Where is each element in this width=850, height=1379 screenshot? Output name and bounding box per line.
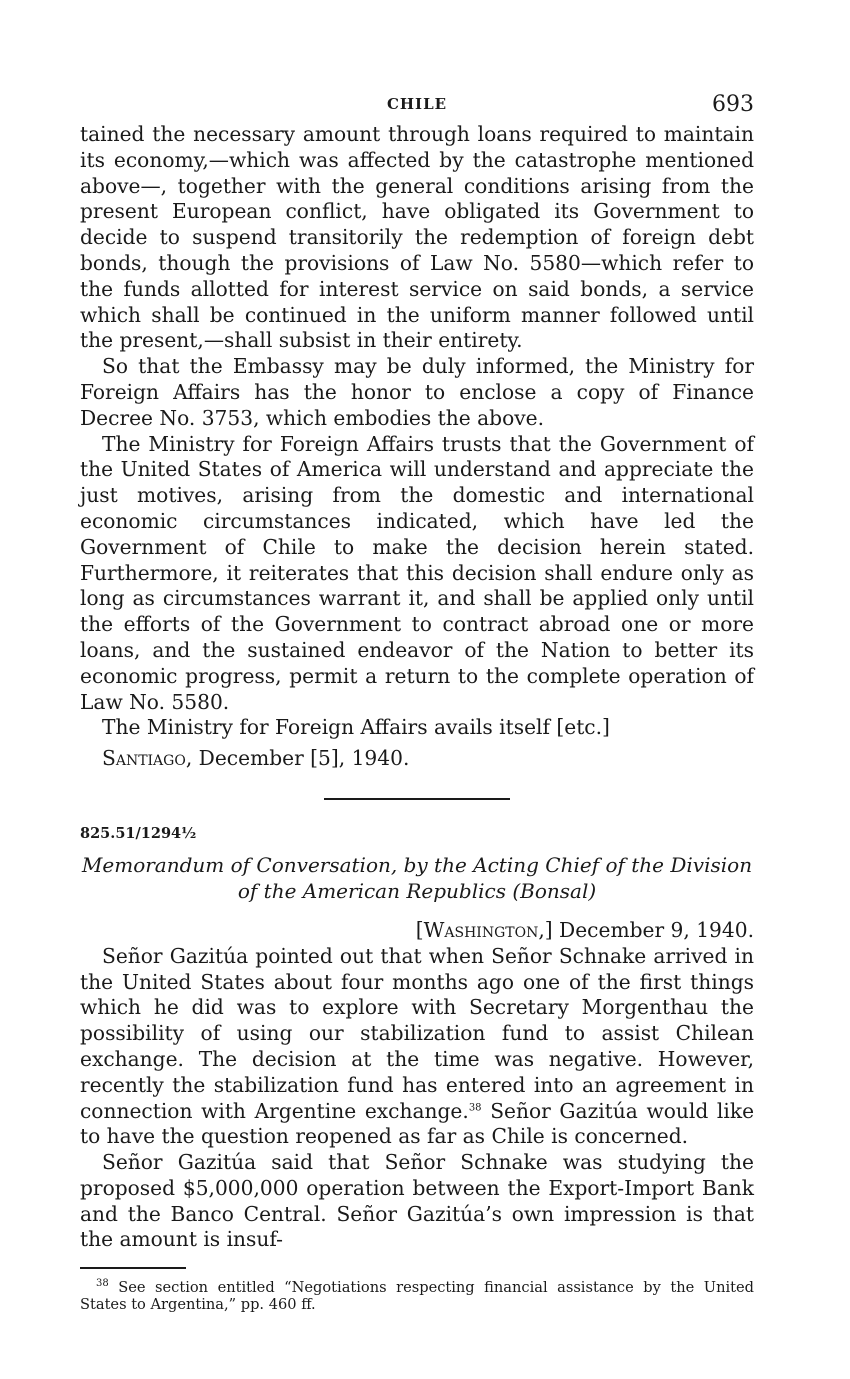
signoff-place: Santiago [102, 746, 186, 771]
file-number: 825.51/1294½ [80, 824, 197, 842]
page-number: 693 [712, 92, 754, 117]
memo-title: Memorandum of Conversation, by the Acting Chief of the Division of the American Republics (Bonsal) [81, 852, 753, 903]
memo-paragraph-2: Señor Gazitúa said that Señor Schnake was studying the proposed $5,000,000 operation between the Export-Import Bank and the Banco Central. Señor Gazitúa’s own impression is that the amount is insuf- [80, 1150, 754, 1252]
dateline-open: [ [415, 917, 424, 942]
memo-paragraph-1-text: Señor Gazitúa pointed out that when Señor Schnake arrived in the United States about four months ago one of the first things which he did was to explore with Secretary Morgenthau the possibility of using our stabilization fund to assist Chilean exchange. The decision at the time was negative. However, recently the stabilization fund has entered into an agreement in connection with Argentine exchange. [80, 943, 754, 1123]
footnote-marker: 38 [96, 1277, 109, 1289]
footnote-divider [80, 1267, 186, 1269]
footnote-text: See section entitled “Negotiations respecting financial assistance by the United States to Argentina,” pp. 460 ff. [80, 1278, 754, 1313]
note-body [80, 122, 754, 772]
note-paragraph-2: So that the Embassy may be duly informed, the Ministry for Foreign Affairs has the honor to enclose a copy of Finance Decree No. 3753, which embodies the above. [80, 354, 754, 430]
dateline-place: Washington [423, 917, 539, 942]
running-head: CHILE [386, 95, 448, 113]
memo-paragraph-1-tail: Señor Gazitúa would like to have the question reopened as far as Chile is concerned. [80, 1098, 755, 1149]
footnote-reference: 38 [468, 1101, 482, 1113]
document-page [80, 92, 754, 1313]
signoff-date: , December [5], 1940. [185, 746, 410, 771]
dateline-rest: ,] December 9, 1940. [538, 917, 754, 942]
note-paragraph-1: tained the necessary amount through loans required to maintain its economy,—which was affected by the catastrophe mentioned above—, together with the general conditions arising from the present European conflict, have obligated its Government to decide to suspend transitorily the redemption of foreign debt bonds, though the provisions of Law No. 5580—which refer to the funds allotted for interest service on said bonds, a service which shall be continued in the uniform manner followed until the present,—shall subsist in their entirety. [80, 122, 754, 353]
section-divider [324, 798, 510, 800]
memo-dateline [80, 918, 754, 944]
note-closing: The Ministry for Foreign Affairs avails itself [etc.] [102, 715, 610, 740]
footnote [80, 1279, 754, 1313]
note-signoff [80, 746, 754, 772]
page-header [80, 92, 754, 122]
memo-paragraph-1 [80, 944, 754, 1150]
note-paragraph-3: The Ministry for Foreign Affairs trusts that the Government of the United States of America will understand and appreciate the just motives, arising from the domestic and international economic circumstances indicated, which have led the Government of Chile to make the decision herein stated. Furthermore, it reiterates that this decision shall endure only as long as circumstances warrant it, and shall be applied only until the efforts of the Government to contract abroad one or more loans, and the sustained endeavor of the Nation to better its economic progress, permit a return to the complete operation of Law No. 5580. [80, 431, 754, 714]
